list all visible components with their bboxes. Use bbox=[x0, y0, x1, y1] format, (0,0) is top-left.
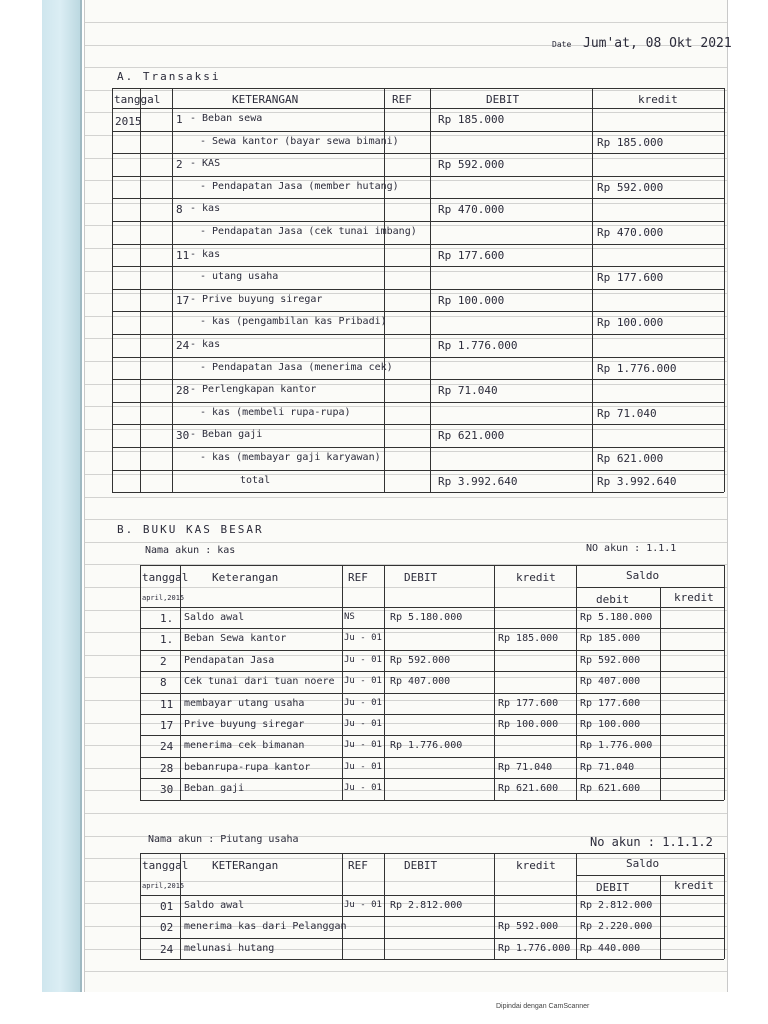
ledger-saldo-debit: Rp 177.600 bbox=[580, 698, 641, 709]
ledger-kredit: Rp 592.000 bbox=[498, 921, 559, 932]
ledger-ref: Ju - 01 bbox=[344, 783, 382, 793]
ledger-row-line bbox=[140, 671, 724, 672]
ledger-saldo-debit: Rp 592.000 bbox=[580, 655, 641, 666]
header-keterangan: KETERANGAN bbox=[232, 93, 299, 106]
ledger-description: Saldo awal bbox=[184, 900, 245, 911]
date-value: Jum'at, 08 Okt 2021 bbox=[583, 36, 732, 51]
journal-description: - Pendapatan Jasa (cek tunai imbang) bbox=[200, 226, 417, 237]
ledger-ref: Ju - 01 bbox=[344, 740, 382, 750]
table-row-line bbox=[112, 470, 724, 471]
ledger-description: menerima cek bimanan bbox=[184, 740, 305, 751]
ledger-saldo-debit: Rp 407.000 bbox=[580, 676, 641, 687]
journal-description: - kas bbox=[190, 339, 221, 350]
journal-debit: Rp 1.776.000 bbox=[438, 339, 518, 352]
journal-day: 11 bbox=[176, 249, 190, 262]
ruled-line bbox=[85, 90, 727, 91]
table-column-line bbox=[172, 88, 173, 492]
journal-description: - kas (membeli rupa-rupa) bbox=[200, 407, 351, 418]
ledger-saldo-debit: Rp 71.040 bbox=[580, 762, 635, 773]
table-row-line bbox=[112, 334, 724, 335]
header-ref: REF bbox=[348, 571, 368, 584]
ledger-saldo-debit: Rp 440.000 bbox=[580, 943, 641, 954]
journal-kredit: Rp 3.992.640 bbox=[597, 475, 677, 488]
ledger-description: Saldo awal bbox=[184, 612, 245, 623]
ledger-day: 11 bbox=[160, 698, 174, 711]
table-row-line bbox=[112, 311, 724, 312]
journal-debit: Rp 100.000 bbox=[438, 294, 505, 307]
header-keterangan: Keterangan bbox=[212, 571, 279, 584]
section-a-title: A. Transaksi bbox=[117, 70, 221, 83]
section-b-title: B. BUKU KAS BESAR bbox=[117, 523, 264, 536]
ledger-debit: Rp 2.812.000 bbox=[390, 900, 463, 911]
journal-kredit: Rp 185.000 bbox=[597, 136, 664, 149]
header-saldo-kredit: kredit bbox=[674, 879, 714, 892]
journal-description: - KAS bbox=[190, 158, 221, 169]
ledger-saldo-debit: Rp 621.600 bbox=[580, 783, 641, 794]
header-keterangan: KETERangan bbox=[212, 859, 279, 872]
year-cell: 2015 bbox=[115, 115, 142, 128]
binder-edge bbox=[80, 0, 82, 992]
ledger-ref: Ju - 01 bbox=[344, 900, 382, 910]
table-row-line bbox=[112, 198, 724, 199]
ledger-day: 17 bbox=[160, 719, 174, 732]
journal-description: - Sewa kantor (bayar sewa bimani) bbox=[200, 136, 399, 147]
ledger-day: 30 bbox=[160, 783, 174, 796]
journal-description: - Prive buyung siregar bbox=[190, 294, 323, 305]
ledger-description: Prive buyung siregar bbox=[184, 719, 305, 730]
table-row-line bbox=[112, 176, 724, 177]
ledger-saldo-debit: Rp 2.220.000 bbox=[580, 921, 653, 932]
header-tanggal: tanggal bbox=[142, 859, 189, 872]
account2-name: Nama akun : Piutang usaha bbox=[148, 834, 299, 845]
table-row-line bbox=[112, 402, 724, 403]
table-row-line bbox=[112, 131, 724, 132]
ledger-row-line bbox=[140, 800, 724, 801]
ledger-row-line bbox=[140, 959, 724, 960]
ledger-row-line bbox=[140, 565, 724, 566]
ledger-ref: NS bbox=[344, 612, 355, 622]
ledger-row-line bbox=[576, 587, 724, 588]
header-kredit: kredit bbox=[638, 93, 678, 106]
table-column-line bbox=[592, 88, 593, 492]
header-tanggal: tanggal bbox=[142, 571, 189, 584]
ledger-saldo-debit: Rp 100.000 bbox=[580, 719, 641, 730]
binder-strip bbox=[42, 0, 82, 992]
ledger-column-line bbox=[576, 853, 577, 959]
table-column-line bbox=[112, 88, 113, 492]
ledger-saldo-debit: Rp 5.180.000 bbox=[580, 612, 653, 623]
table-row-line bbox=[112, 492, 724, 493]
ledger-day: 2 bbox=[160, 655, 167, 668]
ledger-debit: Rp 1.776.000 bbox=[390, 740, 463, 751]
ledger-column-line bbox=[576, 565, 577, 800]
ledger-ref: Ju - 01 bbox=[344, 655, 382, 665]
ledger-day: 24 bbox=[160, 740, 174, 753]
ledger-saldo-debit: Rp 185.000 bbox=[580, 633, 641, 644]
journal-kredit: Rp 621.000 bbox=[597, 452, 664, 465]
ledger-ref: Ju - 01 bbox=[344, 676, 382, 686]
header-debit: DEBIT bbox=[486, 93, 520, 106]
table-row-line bbox=[112, 424, 724, 425]
journal-description: total bbox=[240, 475, 271, 486]
ledger-saldo-debit: Rp 2.812.000 bbox=[580, 900, 653, 911]
ledger-column-line bbox=[342, 565, 343, 800]
ledger-day: 01 bbox=[160, 900, 174, 913]
journal-description: - Beban gaji bbox=[190, 429, 263, 440]
journal-kredit: Rp 470.000 bbox=[597, 226, 664, 239]
ledger-kredit: Rp 100.000 bbox=[498, 719, 559, 730]
ledger-row-line bbox=[140, 714, 724, 715]
ledger-column-line bbox=[494, 565, 495, 800]
table-row-line bbox=[112, 289, 724, 290]
ledger-column-line bbox=[660, 875, 661, 959]
ledger-row-line bbox=[140, 853, 724, 854]
journal-day: 1 bbox=[176, 113, 183, 126]
journal-debit: Rp 185.000 bbox=[438, 113, 505, 126]
journal-kredit: Rp 71.040 bbox=[597, 407, 657, 420]
ruled-line bbox=[85, 497, 727, 498]
journal-debit: Rp 177.600 bbox=[438, 249, 505, 262]
header-saldo: Saldo bbox=[626, 857, 660, 870]
ledger-ref: Ju - 01 bbox=[344, 719, 382, 729]
journal-debit: Rp 71.040 bbox=[438, 384, 498, 397]
journal-debit: Rp 592.000 bbox=[438, 158, 505, 171]
header-kredit: kredit bbox=[516, 571, 556, 584]
ledger-row-line bbox=[140, 735, 724, 736]
journal-description: - Perlengkapan kantor bbox=[190, 384, 317, 395]
ledger-ref: Ju - 01 bbox=[344, 698, 382, 708]
journal-debit: Rp 470.000 bbox=[438, 203, 505, 216]
ledger-column-line bbox=[140, 853, 141, 959]
journal-description: - Beban sewa bbox=[190, 113, 263, 124]
ledger-kredit: Rp 1.776.000 bbox=[498, 943, 571, 954]
ledger-kredit: Rp 71.040 bbox=[498, 762, 553, 773]
journal-kredit: Rp 177.600 bbox=[597, 271, 664, 284]
ledger-day: 28 bbox=[160, 762, 174, 775]
header-debit: DEBIT bbox=[404, 571, 438, 584]
ledger-row-line bbox=[140, 916, 724, 917]
account1-number: NO akun : 1.1.1 bbox=[586, 543, 677, 554]
ledger-column-line bbox=[342, 853, 343, 959]
ledger-column-line bbox=[494, 853, 495, 959]
table-row-line bbox=[112, 357, 724, 358]
header-saldo: Saldo bbox=[626, 569, 660, 582]
scanner-footer: Dipindai dengan CamScanner bbox=[496, 1003, 590, 1010]
journal-kredit: Rp 1.776.000 bbox=[597, 362, 677, 375]
ledger-ref: Ju - 01 bbox=[344, 633, 382, 643]
period-cell: april,2015 bbox=[142, 594, 185, 602]
table-row-line bbox=[112, 244, 724, 245]
account2-number: No akun : 1.1.1.2 bbox=[590, 835, 713, 849]
journal-kredit: Rp 100.000 bbox=[597, 316, 664, 329]
ledger-description: menerima kas dari Pelanggan bbox=[184, 921, 347, 932]
journal-description: - utang usaha bbox=[200, 271, 279, 282]
journal-day: 24 bbox=[176, 339, 190, 352]
ledger-day: 8 bbox=[160, 676, 167, 689]
ledger-row-line bbox=[140, 607, 724, 608]
journal-description: - kas (membayar gaji karyawan) bbox=[200, 452, 381, 463]
header-saldo-kredit: kredit bbox=[674, 591, 714, 604]
ledger-row-line bbox=[140, 693, 724, 694]
ledger-column-line bbox=[384, 853, 385, 959]
ledger-column-line bbox=[140, 565, 141, 800]
table-column-line bbox=[724, 88, 725, 492]
table-row-line bbox=[112, 108, 724, 109]
journal-description: - Pendapatan Jasa (menerima cek) bbox=[200, 362, 393, 373]
journal-description: - Pendapatan Jasa (member hutang) bbox=[200, 181, 399, 192]
ledger-day: 1. bbox=[160, 633, 174, 646]
ledger-description: melunasi hutang bbox=[184, 943, 275, 954]
header-saldo-debit: DEBIT bbox=[596, 881, 630, 894]
ruled-line bbox=[85, 610, 727, 611]
ledger-row-line bbox=[140, 895, 724, 896]
ledger-row-line bbox=[576, 875, 724, 876]
ledger-debit: Rp 592.000 bbox=[390, 655, 451, 666]
ledger-ref: Ju - 01 bbox=[344, 762, 382, 772]
journal-day: 28 bbox=[176, 384, 190, 397]
ledger-description: Pendapatan Jasa bbox=[184, 655, 275, 666]
journal-debit: Rp 3.992.640 bbox=[438, 475, 518, 488]
header-kredit: kredit bbox=[516, 859, 556, 872]
header-ref: REF bbox=[392, 93, 412, 106]
ledger-day: 1. bbox=[160, 612, 174, 625]
ruled-line bbox=[85, 813, 727, 814]
journal-day: 30 bbox=[176, 429, 190, 442]
journal-day: 17 bbox=[176, 294, 190, 307]
ledger-column-line bbox=[724, 565, 725, 800]
table-row-line bbox=[112, 447, 724, 448]
header-ref: REF bbox=[348, 859, 368, 872]
table-column-line bbox=[140, 88, 141, 492]
ledger-kredit: Rp 177.600 bbox=[498, 698, 559, 709]
ledger-day: 02 bbox=[160, 921, 174, 934]
journal-description: - kas bbox=[190, 249, 221, 260]
ledger-description: bebanrupa-rupa kantor bbox=[184, 762, 311, 773]
table-row-line bbox=[112, 153, 724, 154]
ledger-kredit: Rp 185.000 bbox=[498, 633, 559, 644]
journal-description: - kas (pengambilan kas Pribadi) bbox=[200, 316, 387, 327]
ledger-description: Beban Sewa kantor bbox=[184, 633, 287, 644]
ledger-description: Beban gaji bbox=[184, 783, 245, 794]
ledger-description: Cek tunai dari tuan noere bbox=[184, 676, 335, 687]
ledger-description: membayar utang usaha bbox=[184, 698, 305, 709]
date-label: Date bbox=[552, 40, 572, 49]
ledger-row-line bbox=[140, 778, 724, 779]
table-row-line bbox=[112, 379, 724, 380]
table-column-line bbox=[430, 88, 431, 492]
ledger-column-line bbox=[384, 565, 385, 800]
ledger-debit: Rp 5.180.000 bbox=[390, 612, 463, 623]
ruled-line bbox=[85, 67, 727, 68]
ledger-row-line bbox=[140, 938, 724, 939]
header-saldo-debit: debit bbox=[596, 593, 630, 606]
ruled-line bbox=[85, 971, 727, 972]
period-cell: april,2015 bbox=[142, 882, 185, 890]
journal-kredit: Rp 592.000 bbox=[597, 181, 664, 194]
table-row-line bbox=[112, 88, 724, 89]
table-row-line bbox=[112, 221, 724, 222]
journal-description: - kas bbox=[190, 203, 221, 214]
ledger-column-line bbox=[724, 853, 725, 959]
journal-day: 8 bbox=[176, 203, 183, 216]
header-tanggal: tanggal bbox=[114, 93, 161, 106]
ledger-kredit: Rp 621.600 bbox=[498, 783, 559, 794]
ruled-line bbox=[85, 22, 727, 23]
ledger-day: 24 bbox=[160, 943, 174, 956]
journal-day: 2 bbox=[176, 158, 183, 171]
account1-name: Nama akun : kas bbox=[145, 545, 236, 556]
ledger-row-line bbox=[140, 650, 724, 651]
table-row-line bbox=[112, 266, 724, 267]
ledger-row-line bbox=[140, 757, 724, 758]
header-debit: DEBIT bbox=[404, 859, 438, 872]
journal-debit: Rp 621.000 bbox=[438, 429, 505, 442]
ledger-row-line bbox=[140, 628, 724, 629]
table-column-line bbox=[384, 88, 385, 492]
ruled-line bbox=[85, 519, 727, 520]
ledger-saldo-debit: Rp 1.776.000 bbox=[580, 740, 653, 751]
ledger-debit: Rp 407.000 bbox=[390, 676, 451, 687]
